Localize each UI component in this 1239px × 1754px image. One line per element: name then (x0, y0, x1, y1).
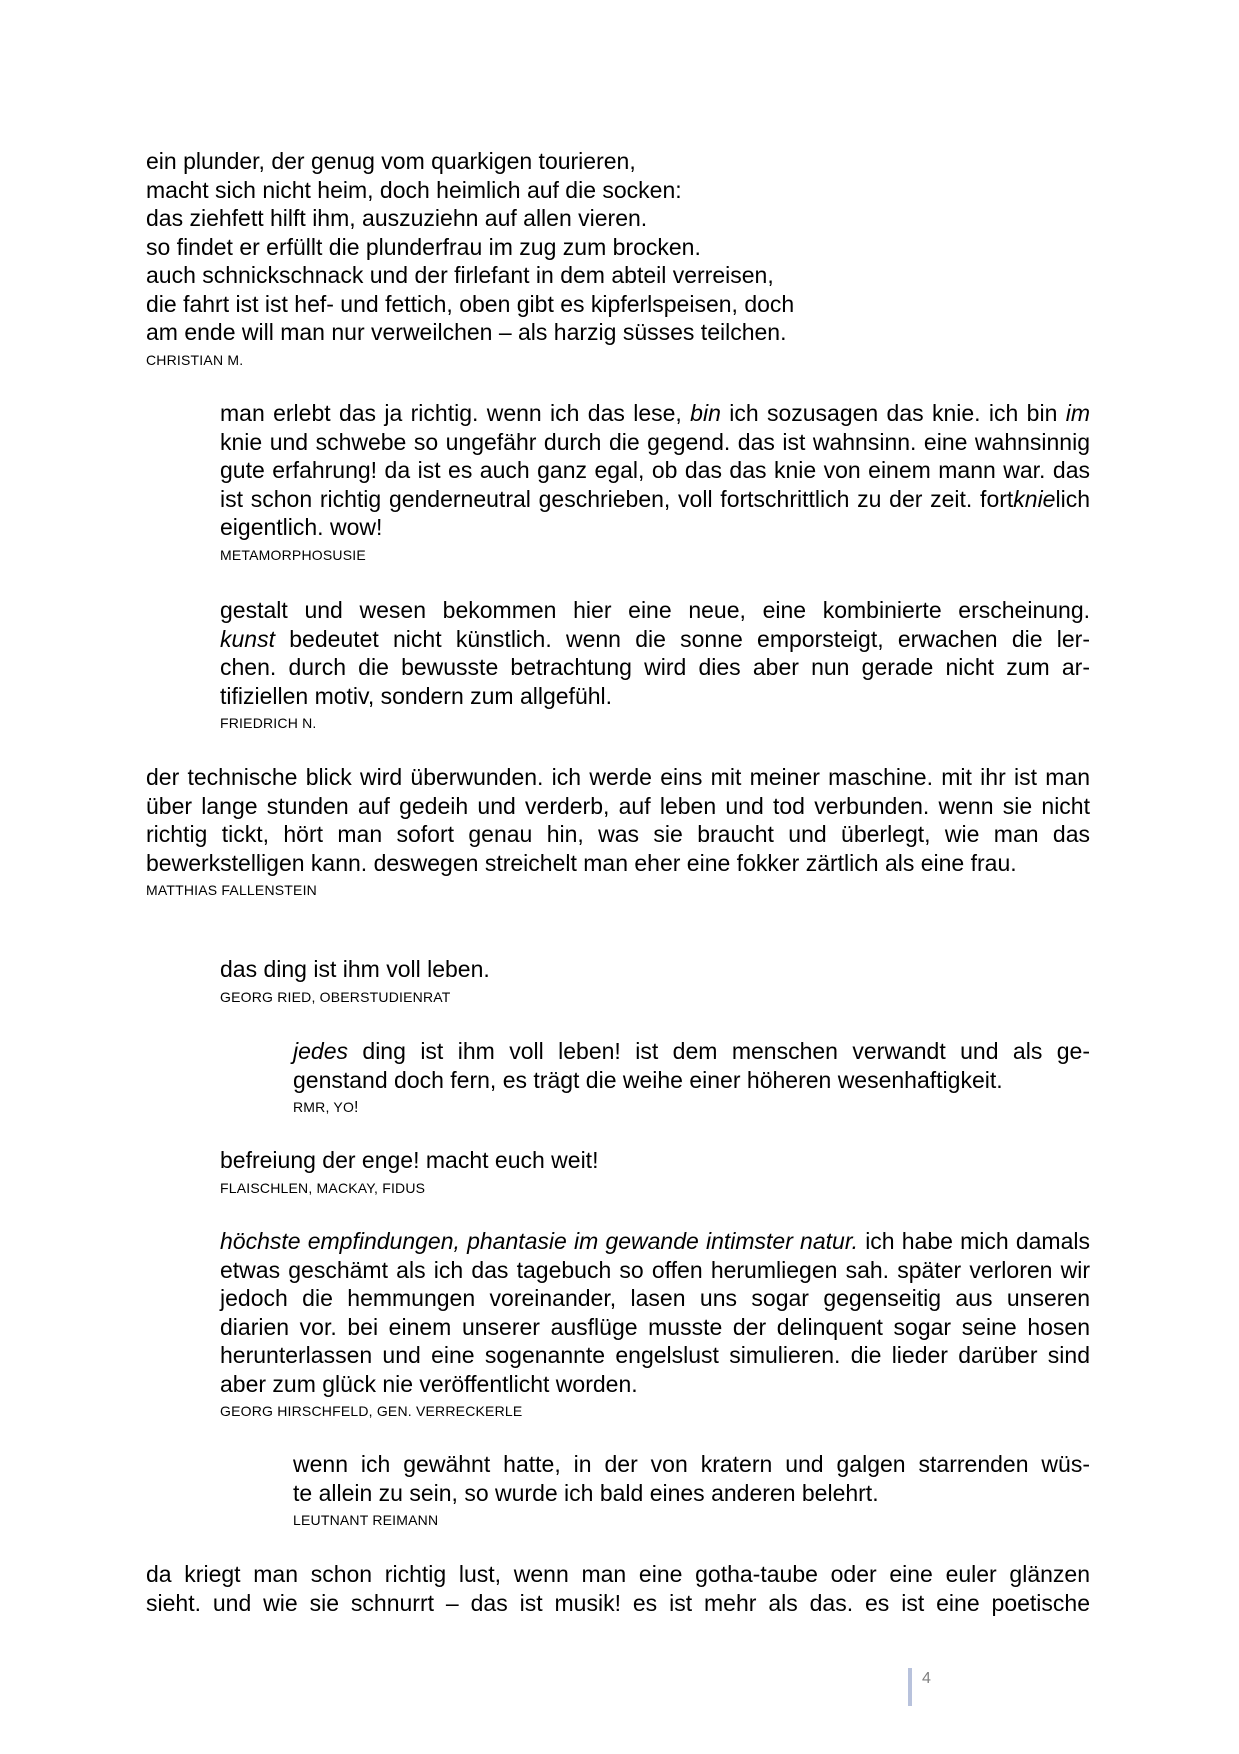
attribution: CHRISTIAN M. (146, 351, 244, 368)
attribution (293, 1098, 1090, 1117)
attribution-text: RMR, YO (293, 1099, 355, 1115)
poem-block (146, 147, 966, 369)
quote-text: ich habe mich damals etwas geschämt als ich das tagebuch so offen herumliegen sah. später verloren wir jedoch die hemmungen voreinander, lasen uns sogar gegenseitig aus unseren diarien vor. bei einem unserer ausflüge musste der delinquent sogar seine hosen herunterlassen und eine sogenannte engelslust simulieren. die lieder darüber sind aber zum glück nie veröffentlicht worden. (220, 1228, 1090, 1397)
quote-ried (220, 955, 1090, 1006)
attribution: LEUTNANT REIMANN (293, 1512, 439, 1528)
poem-line: auch schnickschnack und der firlefant in dem abteil verreisen, (146, 262, 774, 288)
quote-emphasis: knie (1013, 485, 1056, 512)
closing-line: da kriegt man schon richtig lust, wenn man eine gotha-taube oder eine euler glänzen (146, 1561, 1090, 1587)
quote-fallenstein (146, 763, 1090, 899)
quote-paragraph (220, 399, 1090, 542)
quote-line: gestalt und wesen bekommen hier eine neue, eine kombinierte erscheinung. (220, 597, 1090, 623)
quote-text: bedeutet nicht künstlich. wenn die sonne emporsteigt, erwachen die ler- (274, 625, 1090, 652)
quote-line: chen. durch die bewusste betrachtung wird dies aber nun gerade nicht zum ar- (220, 654, 1090, 680)
quote-paragraph (220, 1227, 1090, 1398)
poem-line: das ziehfett hilft ihm, auszuziehn auf allen vieren. (146, 205, 648, 231)
poem-line: so findet er erfüllt die plunderfrau im zug zum brocken. (146, 233, 701, 260)
poem-line: macht sich nicht heim, doch heimlich auf die socken: (146, 176, 682, 203)
closing-line: sieht. und wie sie schnurrt – das ist musik! es ist mehr als das. es ist eine poetische (146, 1589, 1090, 1616)
quote-paragraph: das ding ist ihm voll leben. (220, 956, 490, 982)
quote-flaischlen (220, 1146, 1090, 1197)
attribution: GEORG RIED, OBERSTUDIENRAT (220, 988, 451, 1005)
attribution-exclamation: ! (354, 1099, 359, 1116)
quote-text: lich eigentlich. wow! (220, 485, 1090, 540)
quote-text: knie und schwebe so ungefähr durch die gegend. das ist wahnsinn. eine wahnsinnig gute erfahrung! da ist es auch ganz egal, ob das das knie von einem mann war. das ist schon richtig genderneutral geschrieben, voll fortschrittlich zu der zeit. fort (220, 428, 1090, 512)
closing-paragraph (146, 1560, 1090, 1617)
quote-line (293, 1037, 1090, 1066)
attribution: FRIEDRICH N. (220, 715, 317, 731)
quote-emphasis: kunst (220, 625, 275, 652)
quote-line: te allein zu sein, so wurde ich bald eines anderen belehrt. (293, 1479, 879, 1506)
quote-line: genstand doch fern, es trägt die weihe einer höheren wesenhaftigkeit. (293, 1066, 1003, 1093)
quote-metamorphosusie (220, 399, 1090, 564)
attribution: METAMORPHOSUSIE (220, 546, 366, 563)
quote-line: wenn ich gewähnt hatte, in der von kratern und galgen starrenden wüs- (293, 1451, 1090, 1477)
page-number: 4 (922, 1670, 931, 1687)
quote-paragraph: der technische blick wird überwunden. ich werde eins mit meiner maschine. mit ihr ist man über lange stunden auf gedeih und verderb, auf leben und tod verbunden. wenn sie nicht richtig tickt, hört man sofort genau hin, was sie braucht und überlegt, wie man das bewerkstelligen kann. deswegen streichelt man eher eine fokker zärtlich als eine frau. (146, 764, 1090, 876)
quote-rmr (293, 1037, 1090, 1117)
poem-line: die fahrt ist ist hef- und fettich, oben gibt es kipferlspeisen, doch (146, 290, 795, 317)
attribution: FLAISCHLEN, MACKAY, FIDUS (220, 1179, 426, 1196)
quote-line (220, 625, 1090, 654)
quote-emphasis: jedes (293, 1038, 348, 1064)
poem-line: ein plunder, der genug vom quarkigen tourieren, (146, 148, 636, 174)
quote-reimann (293, 1450, 1090, 1529)
attribution: MATTHIAS FALLENSTEIN (146, 882, 317, 898)
quote-line: tifiziellen motiv, sondern zum allgefühl. (220, 682, 613, 709)
poem-line: am ende will man nur verweilchen – als harzig süsses teilchen. (146, 319, 787, 345)
quote-friedrich (220, 596, 1090, 732)
quote-emphasis: höchste empfindungen, phantasie im gewande intimster natur. (220, 1228, 859, 1254)
quote-text: ding ist ihm voll leben! ist dem menschen verwandt und als ge- (347, 1038, 1090, 1064)
page-number-marker (908, 1668, 931, 1706)
quote-paragraph: befreiung der enge! macht euch weit! (220, 1147, 599, 1173)
quote-text: man erlebt das ja richtig. wenn ich das lese, (220, 400, 691, 426)
quote-hirschfeld (220, 1227, 1090, 1420)
quote-emphasis: im (1065, 400, 1090, 426)
quote-text: ich sozusagen das knie. ich bin (720, 400, 1066, 426)
attribution: GEORG HIRSCHFELD, GEN. VERRECKERLE (220, 1403, 523, 1419)
quote-emphasis: bin (690, 400, 721, 426)
